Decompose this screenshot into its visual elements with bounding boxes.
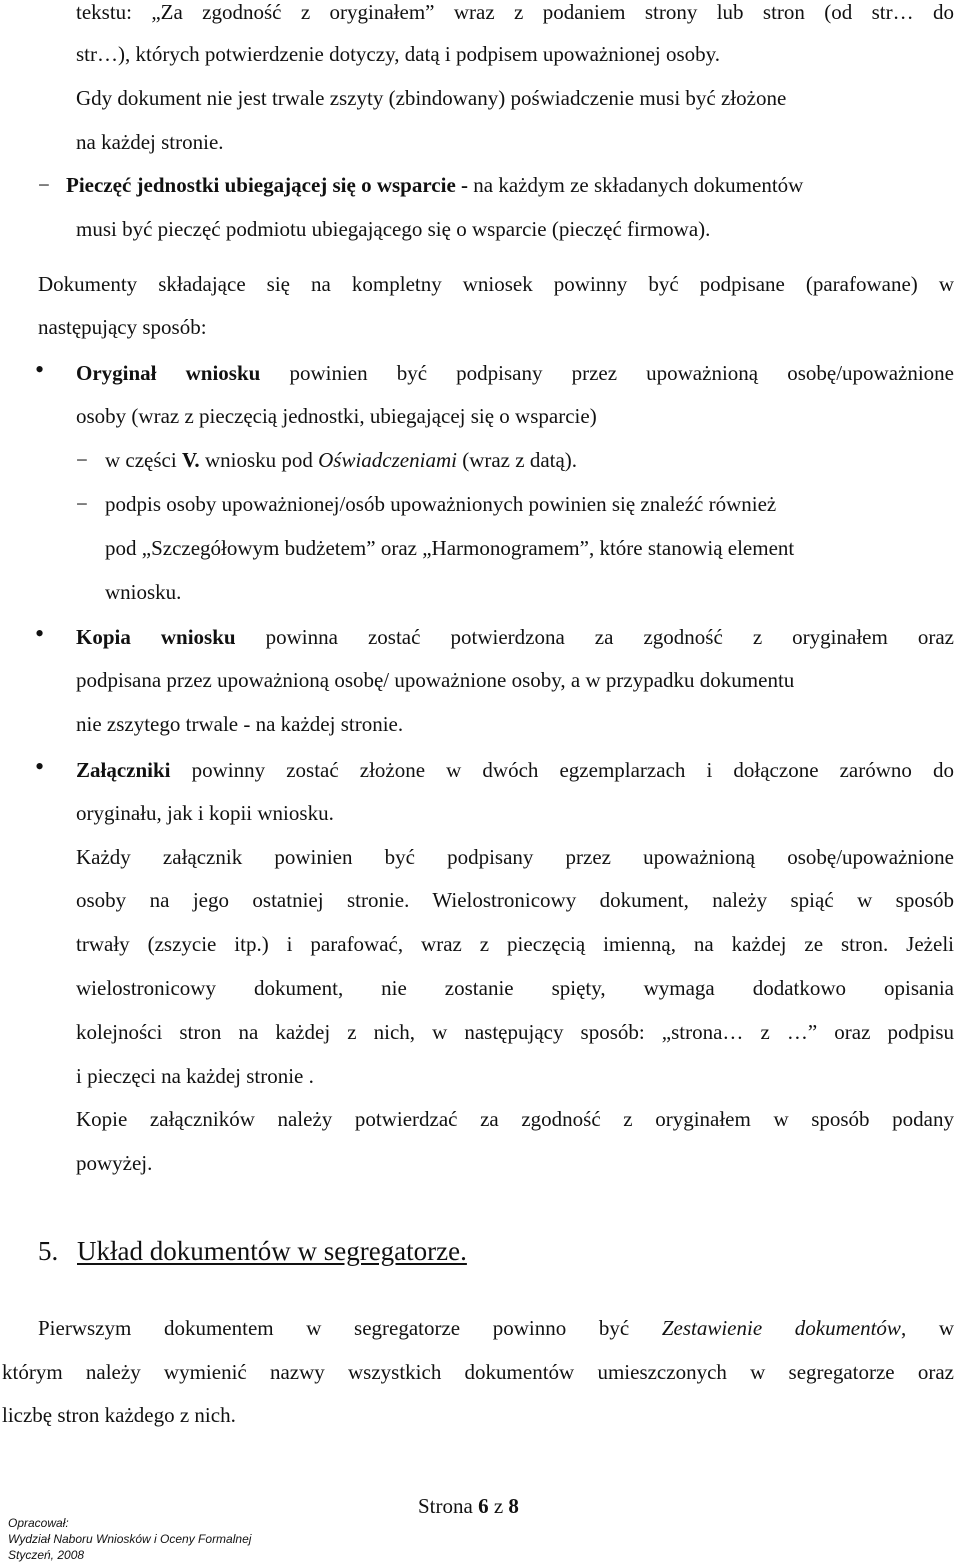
text-line: Dokumenty składające się na kompletny wniosek powinny być podpisane (parafowane) w — [38, 272, 954, 296]
text-line — [76, 359, 954, 387]
text-line: str…), których potwierdzenie dotyczy, datą i podpisem upoważnionej osoby. — [76, 42, 721, 66]
text-line: kolejności stron na każdej z nich, w następujący sposób: „strona… z …” oraz podpisu — [76, 1020, 954, 1044]
text-line: oryginału, jak i kopii wniosku. — [76, 801, 334, 825]
dash-marker: − — [76, 448, 88, 472]
page-number — [418, 1492, 519, 1520]
text-line: wniosku. — [105, 580, 182, 604]
section-title: Układ dokumentów w segregatorze. — [77, 1236, 467, 1266]
text-span: powinny zostać złożone w dwóch egzemplarzach i dołączone zarówno do — [170, 758, 954, 782]
prepared-by: Opracował: — [8, 1516, 69, 1530]
dash-marker: − — [76, 492, 88, 516]
footer-date: Styczeń, 2008 — [8, 1548, 85, 1562]
text-line: wielostronicowy dokument, nie zostanie spięty, wymaga dodatkowo opisania — [76, 976, 954, 1000]
text-line: nie zszytego trwale - na każdej stronie. — [76, 712, 404, 736]
bullet-marker: • — [35, 619, 45, 648]
text-span: (wraz z datą). — [456, 448, 578, 472]
text-line — [66, 171, 803, 199]
text-line: osoby (wraz z pieczęcią jednostki, ubiegającej się o wsparcie) — [76, 404, 597, 428]
bullet-marker: • — [35, 355, 45, 384]
page-total: 8 — [508, 1494, 519, 1518]
section-heading — [38, 1234, 467, 1268]
text-span: na każdym ze składanych dokumentów — [468, 173, 804, 197]
text-span: powinien być podpisany przez upoważnioną osobę/upoważnione — [260, 361, 954, 385]
text-span: w części — [105, 448, 182, 472]
text-line: powyżej. — [76, 1151, 153, 1175]
bold-phrase: Załączniki — [76, 758, 171, 782]
text-line: musi być pieczęć podmiotu ubiegającego się o wsparcie (pieczęć firmowa). — [76, 217, 711, 241]
text-line: następujący sposób: — [38, 315, 207, 339]
text-line: podpis osoby upoważnionej/osób upoważnionych powinien się znaleźć również — [105, 492, 777, 516]
italic-phrase: Zestawienie dokumentów — [661, 1316, 901, 1340]
text-line: Kopie załączników należy potwierdzać za zgodność z oryginałem w sposób podany — [76, 1107, 954, 1131]
text-line: pod „Szczegółowym budżetem” oraz „Harmonogramem”, które stanowią element — [105, 536, 795, 560]
bold-phrase: Pieczęć jednostki ubiegającej się o wsparcie - — [66, 173, 469, 197]
bold-phrase: Kopia wniosku — [76, 625, 236, 649]
bullet-marker: • — [35, 752, 45, 781]
text-line: Każdy załącznik powinien być podpisany przez upoważnioną osobę/upoważnione — [76, 845, 954, 869]
text-span: wniosku pod — [199, 448, 319, 472]
text-span: , w — [900, 1316, 954, 1340]
italic-phrase: Oświadczeniami — [318, 448, 457, 472]
text-line: osoby na jego ostatniej stronie. Wielostronicowy dokument, należy spiąć w sposób — [76, 888, 954, 912]
text-line: na każdej stronie. — [76, 130, 224, 154]
bold-phrase: Oryginał wniosku — [76, 361, 261, 385]
text-span: powinna zostać potwierdzona za zgodność z oryginałem oraz — [235, 625, 954, 649]
text-line — [105, 446, 577, 474]
dash-marker: − — [38, 173, 50, 197]
text-line: podpisana przez upoważnioną osobę/ upoważnione osoby, a w przypadku dokumentu — [76, 668, 795, 692]
text-line — [76, 756, 954, 784]
department: Wydział Naboru Wniosków i Oceny Formalnej — [8, 1532, 252, 1546]
text-line: Gdy dokument nie jest trwale zszyty (zbindowany) poświadczenie musi być złożone — [76, 86, 787, 110]
text-span: Pierwszym dokumentem w segregatorze powinno być — [38, 1316, 662, 1340]
page-current: 6 — [478, 1494, 489, 1518]
text-line: tekstu: „Za zgodność z oryginałem” wraz z podaniem strony lub stron (od str… do — [76, 0, 954, 24]
text-line — [76, 623, 954, 651]
text-line: trwały (zszycie itp.) i parafować, wraz z pieczęcią imienną, na każdej ze stron. Jeżeli — [76, 932, 954, 956]
text-line: którym należy wymienić nazwy wszystkich dokumentów umieszczonych w segregatorze oraz — [2, 1360, 954, 1384]
text-line: liczbę stron każdego z nich. — [2, 1403, 236, 1427]
bold-phrase: V. — [181, 448, 200, 472]
page-sep: z — [488, 1494, 509, 1518]
text-line — [38, 1314, 954, 1342]
page-label: Strona — [418, 1494, 479, 1518]
section-number: 5. — [38, 1236, 59, 1266]
text-line: i pieczęci na każdej stronie . — [76, 1064, 314, 1088]
